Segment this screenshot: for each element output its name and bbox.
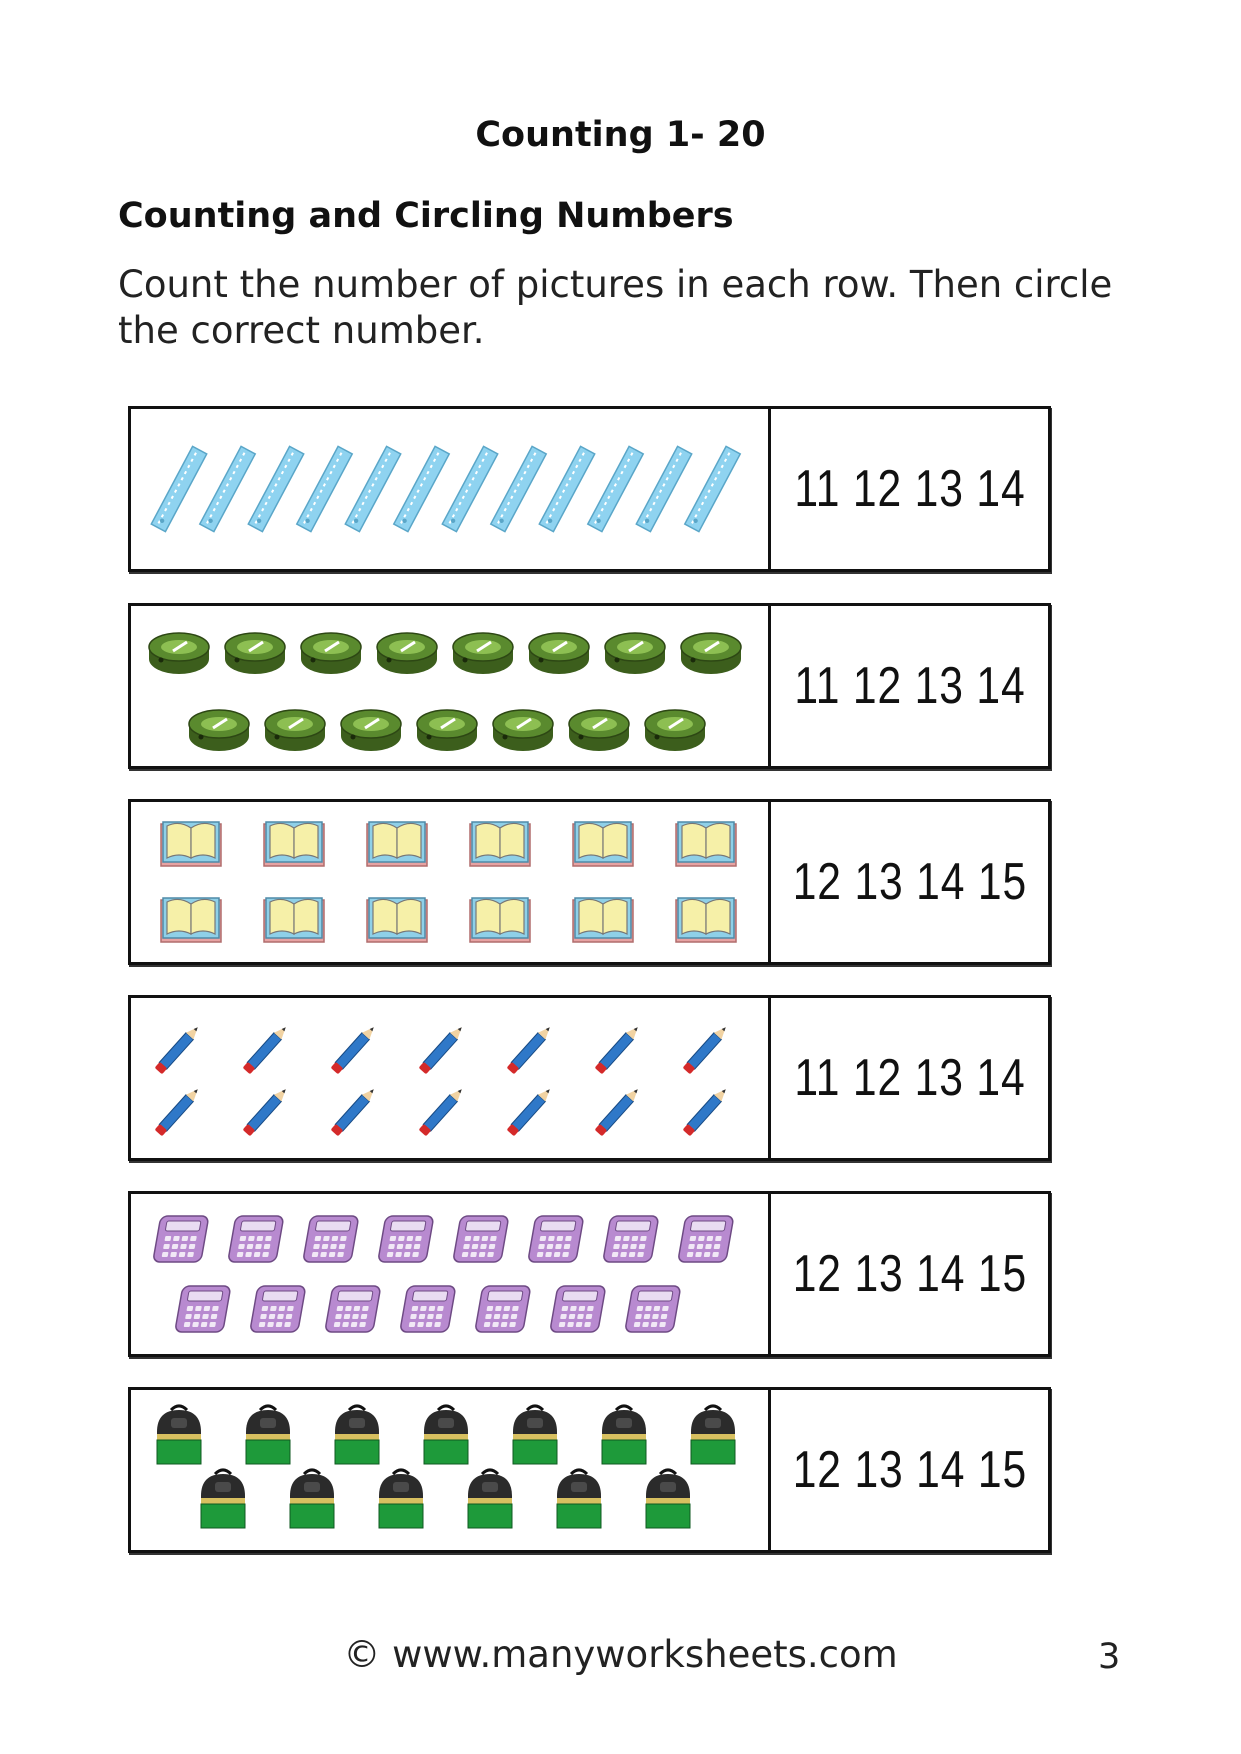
backpack-icon	[379, 1470, 423, 1528]
counting-row-backpacks	[128, 1387, 1051, 1553]
ruler-icon	[636, 446, 691, 531]
number-choices-text: 12 13 14 15	[792, 853, 1027, 911]
pencil-icon	[507, 1086, 554, 1137]
pencil-sharpener-icon	[265, 710, 325, 751]
pencil-icon	[331, 1024, 378, 1075]
calculator-icon	[325, 1286, 381, 1332]
pencil-icon	[243, 1086, 290, 1137]
pencil-icon	[155, 1086, 202, 1137]
number-choices[interactable]	[771, 998, 1048, 1158]
number-choices-text: 12 13 14 15	[792, 1441, 1027, 1499]
backpack-icon	[424, 1406, 468, 1464]
pencil-sharpener-icon	[225, 633, 285, 674]
page-title: Counting 1- 20	[475, 115, 766, 155]
book-icon	[676, 822, 736, 866]
picture-area	[131, 1194, 771, 1354]
number-choices-text: 11 12 13 14	[793, 460, 1026, 518]
backpack-icon	[157, 1406, 201, 1464]
calculator-icon	[475, 1286, 531, 1332]
pencil-icon	[331, 1086, 378, 1137]
pencil-sharpener-icon	[149, 633, 209, 674]
counting-row-books	[128, 799, 1051, 965]
ruler-icon	[151, 446, 206, 531]
pencil-icon	[595, 1024, 642, 1075]
backpack-icon	[602, 1406, 646, 1464]
picture-area	[131, 409, 771, 569]
book-icon	[161, 822, 221, 866]
number-choices[interactable]	[771, 1390, 1048, 1550]
picture-area	[131, 998, 771, 1158]
calculator-icon	[228, 1216, 284, 1262]
picture-area	[131, 802, 771, 962]
ruler-icon	[491, 446, 546, 531]
backpack-icon	[468, 1470, 512, 1528]
backpack-icon	[646, 1470, 690, 1528]
counting-row-calculators	[128, 1191, 1051, 1357]
footer-copyright: © www.manyworksheets.com	[343, 1633, 898, 1676]
pencil-sharpener-icon	[493, 710, 553, 751]
calculator-icon	[250, 1286, 306, 1332]
backpack-icon	[335, 1406, 379, 1464]
pencil-sharpener-icon	[189, 710, 249, 751]
pencil-sharpener-icon	[569, 710, 629, 751]
ruler-icon	[345, 446, 400, 531]
pencil-sharpener-icon	[529, 633, 589, 674]
book-icon	[367, 898, 427, 942]
ruler-icon	[248, 446, 303, 531]
ruler-icon	[394, 446, 449, 531]
number-choices[interactable]	[771, 1194, 1048, 1354]
calculator-icon	[550, 1286, 606, 1332]
pencil-icon	[507, 1024, 554, 1075]
calculator-icon	[400, 1286, 456, 1332]
counting-row-pencils	[128, 995, 1051, 1161]
pencil-sharpener-icon	[377, 633, 437, 674]
book-icon	[573, 898, 633, 942]
book-icon	[676, 898, 736, 942]
ruler-icon	[685, 446, 740, 531]
book-icon	[161, 898, 221, 942]
pencil-sharpener-icon	[453, 633, 513, 674]
counting-row-rulers	[128, 406, 1051, 572]
calculator-icon	[378, 1216, 434, 1262]
book-icon	[264, 822, 324, 866]
picture-area	[131, 1390, 771, 1550]
ruler-icon	[442, 446, 497, 531]
pencil-icon	[419, 1086, 466, 1137]
number-choices-text: 11 12 13 14	[793, 657, 1026, 715]
pencil-sharpener-icon	[605, 633, 665, 674]
calculator-icon	[453, 1216, 509, 1262]
instructions: Count the number of pictures in each row. Then circle the correct number.	[118, 263, 1113, 352]
number-choices-text: 12 13 14 15	[792, 1245, 1027, 1303]
calculator-icon	[678, 1216, 734, 1262]
backpack-icon	[246, 1406, 290, 1464]
backpack-icon	[290, 1470, 334, 1528]
pencil-sharpener-icon	[341, 710, 401, 751]
counting-row-sharpeners	[128, 603, 1051, 769]
book-icon	[573, 822, 633, 866]
pencil-icon	[595, 1086, 642, 1137]
pencil-sharpener-icon	[645, 710, 705, 751]
section-heading: Counting and Circling Numbers	[118, 196, 734, 236]
pencil-icon	[683, 1086, 730, 1137]
pencil-sharpener-icon	[417, 710, 477, 751]
number-choices-text: 11 12 13 14	[793, 1049, 1026, 1107]
calculator-icon	[303, 1216, 359, 1262]
book-icon	[470, 822, 530, 866]
pencil-sharpener-icon	[681, 633, 741, 674]
ruler-icon	[200, 446, 255, 531]
pencil-sharpener-icon	[301, 633, 361, 674]
page-number: 3	[1098, 1637, 1121, 1677]
pencil-icon	[243, 1024, 290, 1075]
pencil-icon	[683, 1024, 730, 1075]
ruler-icon	[539, 446, 594, 531]
pencil-icon	[155, 1024, 202, 1075]
book-icon	[264, 898, 324, 942]
calculator-icon	[528, 1216, 584, 1262]
number-choices[interactable]	[771, 409, 1048, 569]
calculator-icon	[625, 1286, 681, 1332]
backpack-icon	[557, 1470, 601, 1528]
calculator-icon	[175, 1286, 231, 1332]
backpack-icon	[691, 1406, 735, 1464]
number-choices[interactable]	[771, 802, 1048, 962]
book-icon	[470, 898, 530, 942]
calculator-icon	[153, 1216, 209, 1262]
ruler-icon	[588, 446, 643, 531]
calculator-icon	[603, 1216, 659, 1262]
backpack-icon	[513, 1406, 557, 1464]
number-choices[interactable]	[771, 606, 1048, 766]
pencil-icon	[419, 1024, 466, 1075]
backpack-icon	[201, 1470, 245, 1528]
book-icon	[367, 822, 427, 866]
picture-area	[131, 606, 771, 766]
ruler-icon	[297, 446, 352, 531]
